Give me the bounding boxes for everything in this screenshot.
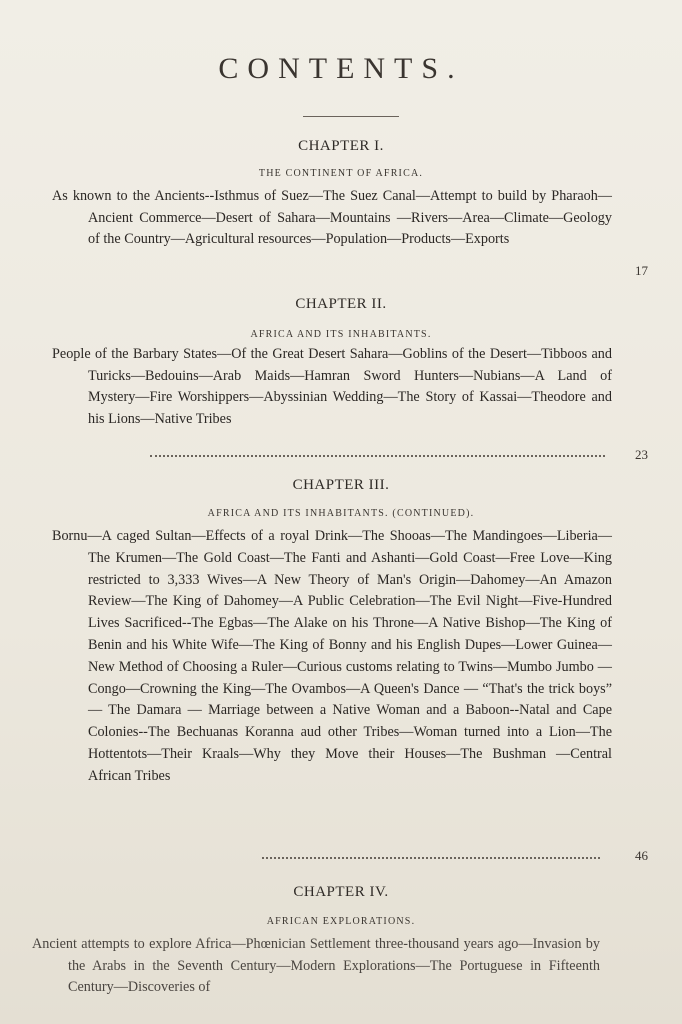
chapter-3-page-number: 46	[635, 848, 648, 863]
chapter-3-leader	[262, 857, 600, 859]
chapter-2-subtitle: AFRICA AND ITS INHABITANTS.	[250, 329, 432, 340]
chapter-3-subtitle: AFRICA AND ITS INHABITANTS. (CONTINUED).	[207, 508, 475, 519]
chapter-3-heading: CHAPTER III.	[292, 477, 390, 493]
page-title: CONTENTS.	[218, 52, 464, 85]
chapter-2-text: People of the Barbary States—Of the Great Desert Sahara—Goblins of the Desert—Tibboos and Turicks—Bedouins—Arab Maids—Hamran Sword Hunters—Nubians—A Land of Mystery—Fire Worshippers—Abyssinian Wedding—The Story of Kassai—Theodore and his Lions—Native Tribes	[52, 346, 612, 427]
chapter-1-text: As known to the Ancients--Isthmus of Suez—The Suez Canal—Attempt to build by Pharaoh—Ancient Commerce—Desert of Sahara—Mountains —Rivers—Area—Climate—Geology of the Country—Agricultural resources—Population—Products—Exports	[52, 188, 612, 247]
chapter-4-subtitle: AFRICAN EXPLORATIONS.	[266, 916, 416, 927]
chapter-1-heading: CHAPTER I.	[298, 138, 384, 154]
chapter-3-summary	[52, 526, 612, 788]
chapter-4-heading: CHAPTER IV.	[293, 884, 389, 900]
chapter-1-page-number: 17	[635, 263, 648, 278]
title-divider	[303, 116, 399, 117]
chapter-2-heading: CHAPTER II.	[295, 296, 387, 312]
chapter-1-summary	[52, 186, 612, 251]
chapter-2-summary	[52, 344, 612, 430]
chapter-2-page-number: 23	[635, 447, 648, 462]
chapter-1-subtitle: THE CONTINENT OF AFRICA.	[258, 168, 424, 179]
chapter-4-summary	[32, 934, 600, 999]
chapter-2-leader	[150, 455, 605, 457]
chapter-4-text: Ancient attempts to explore Africa—Phœnician Settlement three-thousand years ago—Invasion by the Arabs in the Seventh Century—Modern Explorations—The Portuguese in Fifteenth Century—Discoveries of	[32, 936, 600, 995]
chapter-3-text: Bornu—A caged Sultan—Effects of a royal Drink—The Shooas—The Mandingoes—Liberia—The Krumen—The Gold Coast—The Fanti and Ashanti—Gold Coast—Free Love—King restricted to 3,333 Wives—A New Theory of Man's Origin—Dahomey—An Amazon Review—The King of Dahomey—A Public Celebration—The Evil Night—Five-Hundred Lives Sacrificed--The Egbas—The Alake on his Throne—A Native Bishop—The King of Benin and his White Wife—The King of Bonny and his English Dupes—Lower Guinea—New Method of Choosing a Ruler—Curious customs relating to Twins—Mumbo Jumbo —Congo—Crowning the King—The Ovambos—A Queen's Dance — “That's the trick boys” — The Damara — Marriage between a Native Woman and a Baboon--Natal and Cape Colonies--The Bechuanas Koranna aud other Tribes—Woman turned into a Lion—The Hottentots—Their Kraals—Why they Move their Houses—The Bushman —Central African Tribes	[52, 528, 612, 784]
